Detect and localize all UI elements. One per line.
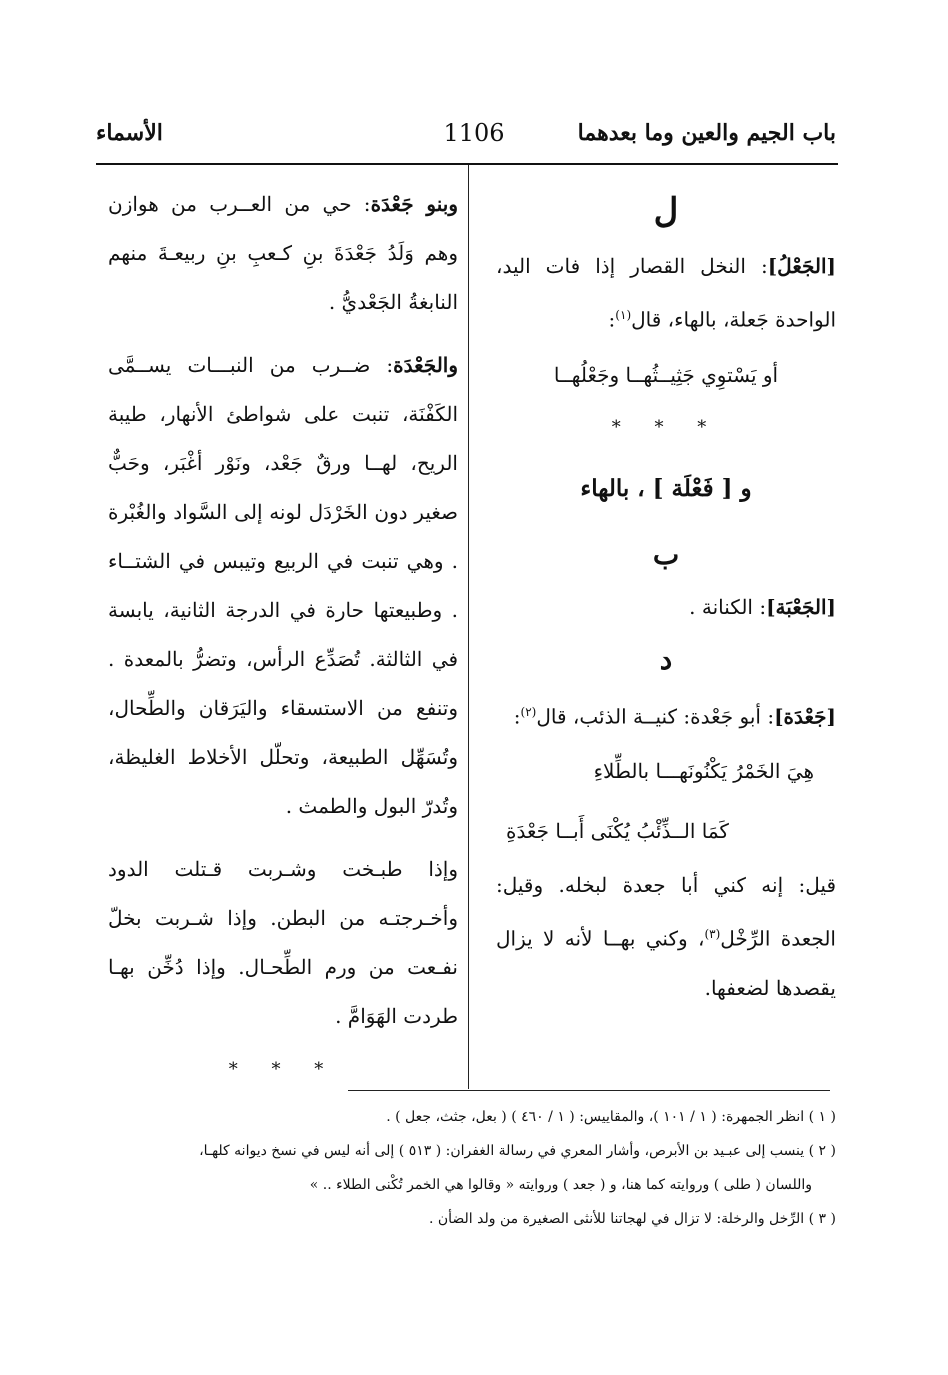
- section-letter-ba: ب: [652, 537, 680, 571]
- entry-text: يقصدها لضعفها.: [704, 975, 836, 1000]
- verse-line: هِيَ الخَمْرُ يَكْنُونَهـــا بالطِّلاءِ: [593, 759, 814, 784]
- headword: وبنو جَعْدَة: [370, 192, 458, 216]
- footnote-ref[interactable]: (١): [615, 308, 632, 322]
- entry-text: الكَفْنَة، تنبت على شواطئ الأنهار، طيبة: [108, 402, 458, 426]
- entry-text: وهم وَلَدُ جَعْدَةَ بنِ كـعبِ بنِ ربيعـةَ منهم: [108, 241, 458, 265]
- footnote-3: ( ٣ ) الرِّخل والرخلة: لا تزال في لهجاتنا للأنثى الصغيرة من ولد الضأن .: [428, 1211, 836, 1227]
- entry-text: الجعدة الرِّخْل: [720, 926, 836, 951]
- entry-text: : النخل القصار إذا فات اليد،: [496, 254, 768, 278]
- entry-al-jada: [108, 341, 458, 831]
- pattern-heading: و [ فَعْلَة ] ، بالهاء: [580, 474, 752, 502]
- verse-line: كَمَا الــذِّئْبُ يُكْنَى أَبــا جَعْدَةِ: [506, 819, 729, 844]
- footnote-rule: [348, 1090, 830, 1091]
- entry-text: صغير دون الخَرْدَل لونه إلى السَّواد والغُبْرة .: [108, 500, 459, 573]
- verse-line: أو يَسْتوِي جَثِيــثُهــا وجَعْلُهــا: [553, 362, 779, 387]
- entry-text: الواحدة جَعلة، بالهاء، قال: [631, 307, 836, 332]
- entry-text: : حي من العــرب من هوازن: [108, 192, 371, 216]
- running-title-right: باب الجيم والعين وما بعدهما: [577, 120, 836, 146]
- entry-text: وأخـرجتـه من البطن. وإذا شـربت بخلّ: [108, 906, 458, 930]
- headword: والجَعْدَة: [393, 353, 458, 377]
- footnote-2: ( ٢ ) ينسب إلى عبـيد بن الأبرص، وأشار المعري في رسالة الغفران: ( ٥١٣ ) إلى أنه ليس في نسخ ديوانه كلهـا،: [199, 1143, 836, 1159]
- headword: [جَعْدَة]: [774, 704, 836, 729]
- entry-text: قيل: إنه كني أبا جعدة لبخله. وقيل:: [496, 873, 836, 898]
- entry-banu-jada: [108, 180, 458, 327]
- entry-text: وإذا طبـخت وشـربت قـتلت الدود: [108, 857, 458, 881]
- entry-jaba: [496, 583, 836, 632]
- section-letter-dal: د: [659, 642, 673, 676]
- entry-usage: [108, 845, 458, 1041]
- entry-note: [496, 861, 836, 1013]
- entry-text: :: [513, 704, 521, 729]
- entry-text: نفـعت من ورم الطِّحـال. وإذا دُخِّن بهـا: [108, 955, 458, 979]
- section-separator: * * *: [228, 1059, 338, 1080]
- right-column: [496, 180, 836, 1013]
- section-separator: * * *: [611, 416, 721, 438]
- footnotes: [106, 1100, 836, 1236]
- running-title-left: الأسماء: [96, 120, 163, 146]
- entry-text: : أبو جَعْدة: كنيــة الذئب،: [572, 704, 775, 729]
- headword: [الجَعْبَة]: [766, 594, 836, 619]
- page-number: 1106: [443, 119, 505, 147]
- entry-jaal: [496, 242, 836, 345]
- entry-text: وتنفع من الاستسقاء واليَرَقان والطِّحال،: [108, 696, 458, 720]
- entry-text: الريح، لهــا ورقٌ جَعْد، ونَوْر أغْبَر، وحَبٌّ: [108, 451, 458, 475]
- entry-text: وهي تنبت في الربيع وتيبس في الشتــاء .: [108, 549, 459, 622]
- footnote-ref[interactable]: (٣): [704, 927, 721, 942]
- entry-text: :: [608, 307, 616, 332]
- header-rule: [96, 163, 838, 165]
- footnote-2-continued: واللسان ( طلى ) وروايته كما هنا، و ( جعد ) وروايته « وقالوا هي الخمر تُكْنى الطلاء .. »: [309, 1177, 812, 1193]
- entry-text: : الكنانة .: [689, 594, 767, 619]
- entry-text: ، وكني بهــا لأنه لا يزال: [496, 926, 705, 951]
- headword: [الجَعْلُ]: [767, 254, 836, 278]
- entry-text: النابغةُ الجَعْديُّ .: [328, 290, 458, 314]
- footnote-1: ( ١ ) انظر الجمهرة: ( ١ / ١٠١ )، والمقاييس: ( ١ / ٤٦٠ ) ( بعل، جثث، جعل ) .: [386, 1109, 836, 1125]
- entry-text: وتُدرّ البول والطمث .: [285, 794, 458, 818]
- footnote-ref[interactable]: (٢): [520, 704, 537, 719]
- entry-text: في الثالثة. تُصَدِّع الرأس، وتضرُّ بالمعدة .: [108, 647, 458, 671]
- entry-text: : ضــرب من النبـــات يســمَّى: [108, 353, 394, 377]
- entry-text: قال: [536, 704, 567, 729]
- entry-jada: [496, 688, 836, 742]
- section-letter-lam: ل: [653, 191, 679, 231]
- entry-text: وطبيعتها حارة في الدرجة الثانية، يابسة: [108, 598, 443, 622]
- entry-text: وتُسَهِّل الطبيعة، وتحلّل الأخلاط الغليظة،: [108, 745, 458, 769]
- left-column: [108, 180, 458, 1093]
- column-divider: [468, 165, 469, 1089]
- entry-text: طردت الهَوَامَّ .: [335, 1004, 458, 1028]
